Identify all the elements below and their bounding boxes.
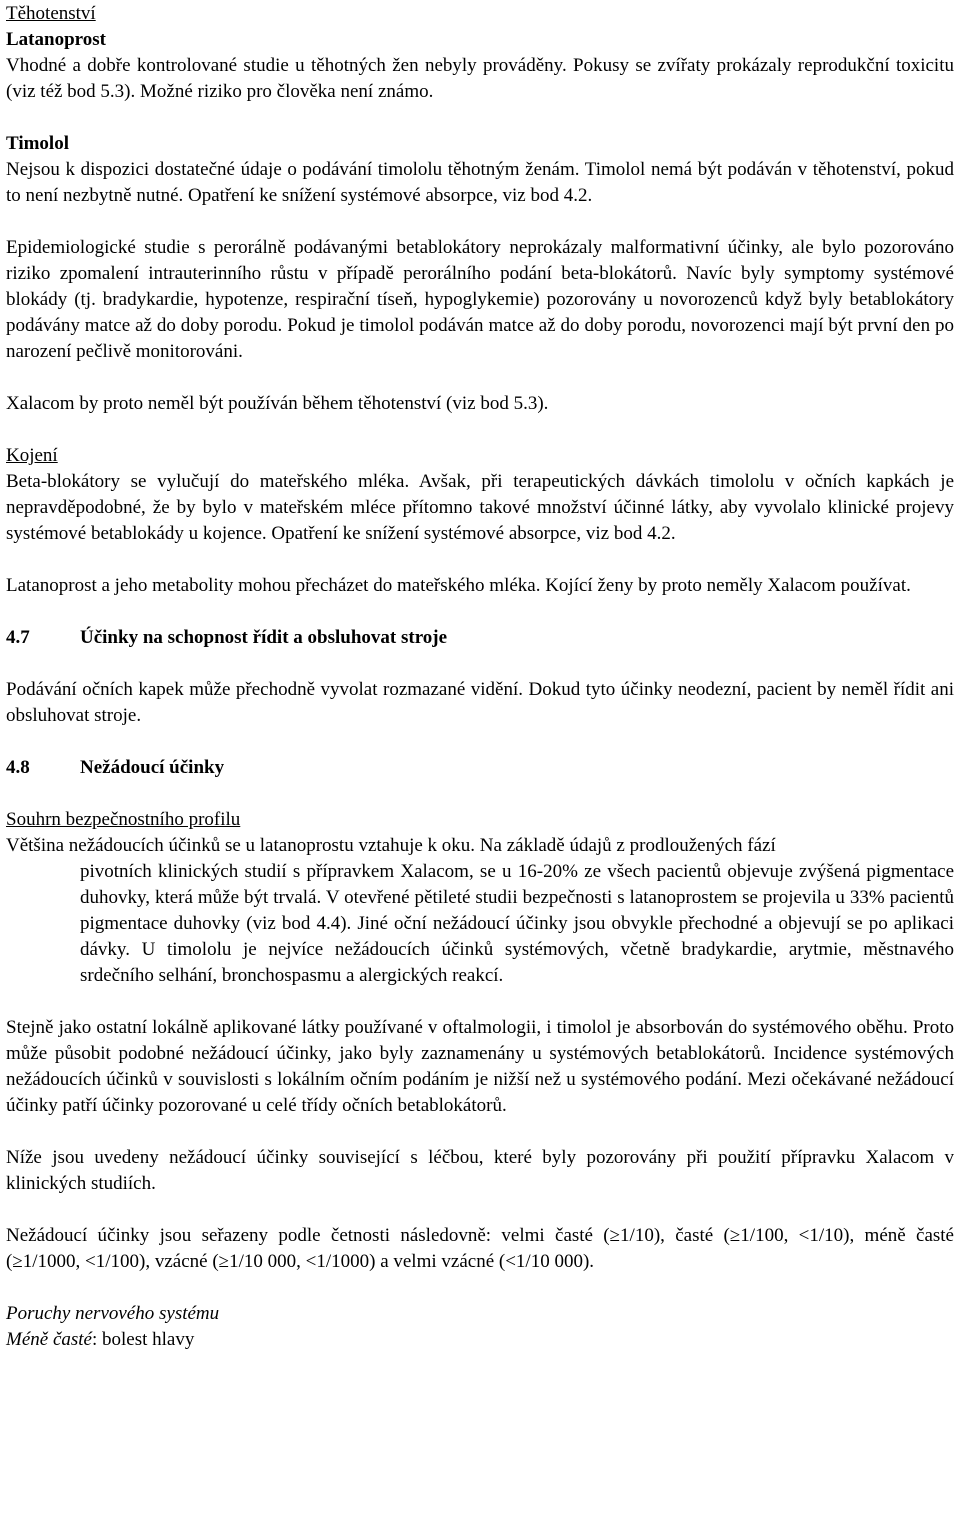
pregnancy-heading: Těhotenství	[6, 3, 96, 24]
listed-effects-paragraph: Níže jsou uvedeny nežádoucí účinky související s léčbou, které byly pozorovány při použití přípravku Xalacom v klinických studiích.	[6, 1147, 954, 1194]
safety-profile-heading: Souhrn bezpečnostního profilu	[6, 809, 241, 830]
safety-profile-paragraph	[6, 833, 954, 989]
timolol-heading: Timolol	[6, 133, 69, 154]
latanoprost-paragraph: Vhodné a dobře kontrolované studie u těhotných žen nebyly prováděny. Pokusy se zvířaty prokázaly reprodukční toxicitu (viz též bod 5.3). Možné riziko pro člověka není známo.	[6, 55, 954, 102]
section-4-7-title: Účinky na schopnost řídit a obsluhovat stroje	[80, 627, 448, 648]
ophthalmology-paragraph: Stejně jako ostatní lokálně aplikované látky používané v oftalmologii, i timolol je absorbován do systémového oběhu. Proto může působit podobné nežádoucí účinky, jako byly zaznamenány u systémových betablokátorů. Incidence systémových nežádoucích účinků v souvislosti s lokálním očním podáním je nižší než u systémového podání. Mezi očekávané nežádoucí účinky patří účinky pozorované u celé třídy očních betablokátorů.	[6, 1017, 954, 1116]
breastfeeding-heading: Kojení	[6, 445, 58, 466]
xalacom-pregnancy-paragraph: Xalacom by proto neměl být používán během těhotenství (viz bod 5.3).	[6, 393, 549, 414]
uncommon-label: Méně časté	[6, 1329, 92, 1350]
safety-first-line: Většina nežádoucích účinků se u latanoprostu vztahuje k oku. Na základě údajů z prodloužených fází	[6, 835, 776, 856]
section-4-8-number: 4.8	[6, 757, 30, 778]
frequency-paragraph: Nežádoucí účinky jsou seřazeny podle četnosti následovně: velmi časté (≥1/10), časté (≥1/100, <1/10), méně časté (≥1/1000, <1/100), vzácné (≥1/10 000, <1/1000) a velmi vzácné (<1/10 000).	[6, 1225, 954, 1272]
breastfeeding-paragraph: Beta-blokátory se vylučují do mateřského mléka. Avšak, při terapeutických dávkách timololu v očních kapkách je nepravděpodobné, že by bylo v mateřském mléce přítomno takové množství účinné látky, aby vyvolalo klinické projevy systémové betablokády u kojence. Opatření ke snížení systémové absorpce, viz bod 4.2.	[6, 471, 954, 544]
latanoprost-heading: Latanoprost	[6, 29, 106, 50]
section-4-8-heading	[6, 755, 954, 781]
epidemiology-paragraph: Epidemiologické studie s perorálně podávanými betablokátory neprokázaly malformativní účinky, ale bylo pozorováno riziko zpomalení intrauterinního růstu v případě perorálního podání beta-blokátorů. Navíc byly symptomy systémové blokády (tj. bradykardie, hypotenze, respirační tíseň, hypoglykemie) pozorovány u novorozenců když byly betablokátory podávány matce až do doby porodu. Pokud je timolol podáván matce až do doby porodu, novorozenci mají být první den po narození pečlivě monitorováni.	[6, 237, 954, 362]
timolol-paragraph: Nejsou k dispozici dostatečné údaje o podávání timololu těhotným ženám. Timolol nemá být podáván v těhotenství, pokud to není nezbytně nutné. Opatření ke snížení systémové absorpce, viz bod 4.2.	[6, 159, 954, 206]
nervous-system-heading: Poruchy nervového systému	[6, 1303, 220, 1324]
uncommon-value: : bolest hlavy	[91, 1329, 195, 1350]
section-4-7-heading	[6, 625, 954, 651]
safety-rest: pivotních klinických studií s přípravkem Xalacom, se u 16-20% ze všech pacientů objevuje zvýšená pigmentace duhovky, která může být trvalá. V otevřené pětileté studii bezpečnosti s latanoprostem se projevila u 33% pacientů pigmentace duhovky (viz bod 4.4). Jiné oční nežádoucí účinky jsou obvykle přechodné a objevují se po aplikaci dávky. U timololu je nejvíce nežádoucích účinků systémových, včetně bradykardie, arytmie, městnavého srdečního selhání, bronchospasmu a alergických reakcí.	[80, 861, 954, 986]
section-4-7-number: 4.7	[6, 627, 30, 648]
uncommon-line	[6, 1327, 954, 1353]
driving-paragraph: Podávání očních kapek může přechodně vyvolat rozmazané vidění. Dokud tyto účinky neodezní, pacient by neměl řídit ani obsluhovat stroje.	[6, 679, 954, 726]
section-4-8-title: Nežádoucí účinky	[80, 757, 225, 778]
latanoprost-milk-paragraph: Latanoprost a jeho metabolity mohou přecházet do mateřského mléka. Kojící ženy by proto neměly Xalacom používat.	[6, 575, 911, 596]
